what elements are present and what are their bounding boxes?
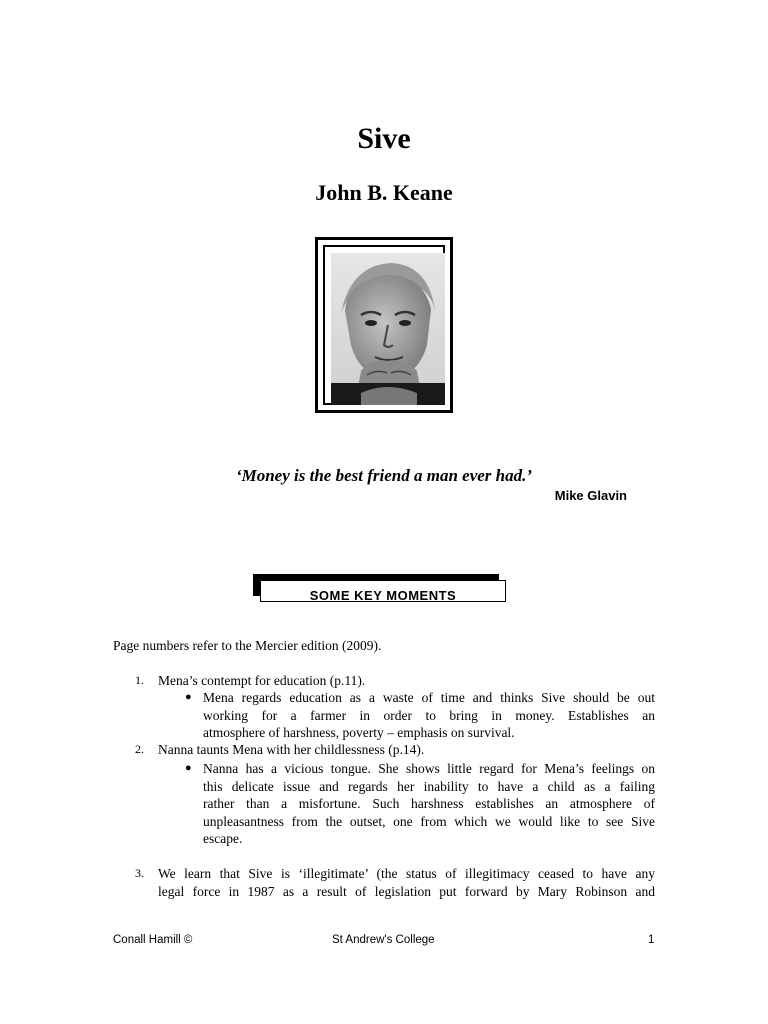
page-title: Sive (357, 122, 411, 155)
bullet-icon: ● (185, 691, 192, 703)
footer-page-number: 1 (648, 934, 655, 946)
bullet-text: Mena regards education as a waste of time and thinks Sive should be out working for a farmer in order to bring in money. Establishes an atmosphere of harshness, poverty – emphasis on survival. (203, 690, 655, 740)
quote-attribution: Mike Glavin (554, 488, 627, 503)
footer-author: Conall Hamill © (113, 934, 193, 946)
section-heading: SOME KEY MOMENTS (309, 588, 457, 602)
list-item-number: 1. (135, 673, 144, 687)
author-portrait-photo (331, 253, 445, 405)
quote: ‘Money is the best friend a man ever had.’ (235, 466, 533, 485)
list-item-text: Nanna taunts Mena with her childlessness (p.14). (158, 742, 425, 757)
footer-school: St Andrew's College (332, 934, 435, 946)
intro-text: Page numbers refer to the Mercier edition (2009). (113, 638, 382, 653)
list-item-number: 2. (135, 742, 144, 756)
page-author: John B. Keane (315, 180, 453, 205)
section-heading-box (260, 580, 506, 602)
author-portrait-inner-frame (323, 245, 445, 405)
author-portrait-frame (315, 237, 453, 413)
list-item-number: 3. (135, 866, 144, 880)
bullet-text: Nanna has a vicious tongue. She shows little regard for Mena’s feelings on this delicate issue and regards her inability to have a child as a failing rather than a misfortune. Such harshness establishes an atmosphere of unpleasantness from the outset, one from which we would like to see Sive escape. (203, 761, 655, 846)
list-item-text: We learn that Sive is ‘illegitimate’ (the status of illegitimacy ceased to have any legal force in 1987 as a result of legislation put forward by Mary Robinson and (158, 866, 655, 899)
list-item-text: Mena’s contempt for education (p.11). (158, 673, 366, 688)
bullet-icon: ● (185, 762, 192, 774)
